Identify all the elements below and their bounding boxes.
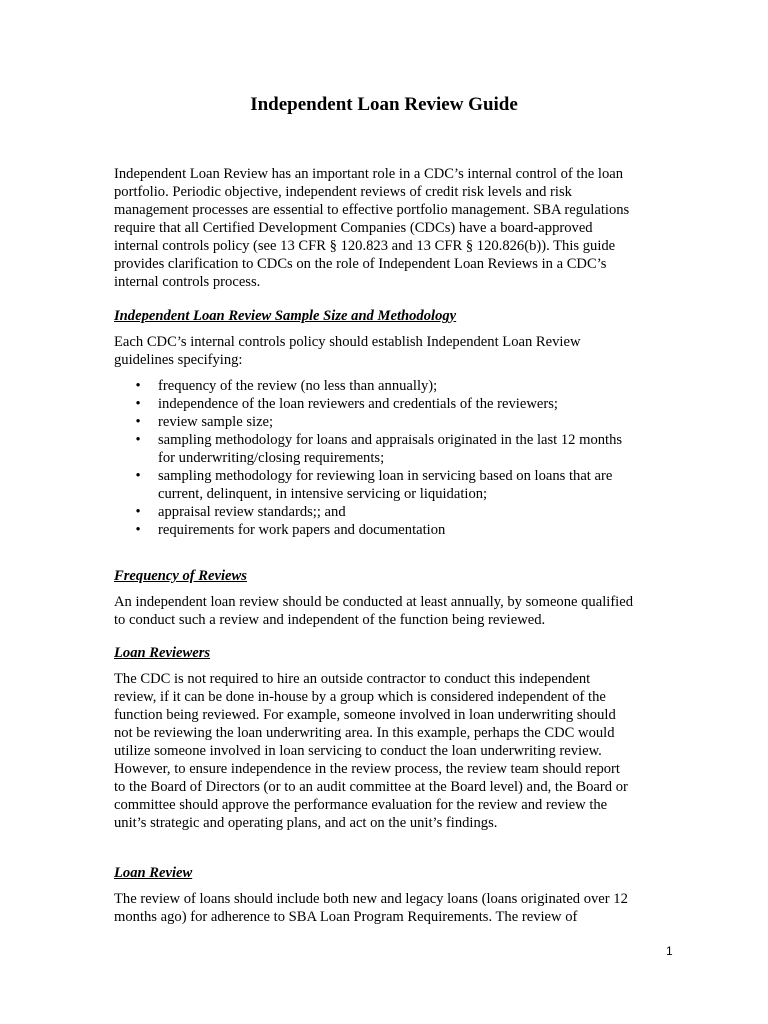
bullet-icon: • [135, 378, 141, 394]
section-heading-sample-size: Independent Loan Review Sample Size and Methodology [114, 308, 457, 324]
section-sample-size [114, 307, 634, 539]
section-heading-loan-reviewers: Loan Reviewers [114, 645, 211, 661]
section-body-frequency: An independent loan review should be conducted at least annually, by someone qualified to conduct such a review and independent of the function being reviewed. [114, 594, 634, 628]
list-item [114, 467, 634, 503]
section-loan-reviewers [114, 644, 634, 832]
document-title: Independent Loan Review Guide [250, 94, 518, 115]
bullet-icon: • [135, 468, 141, 484]
list-item [114, 413, 634, 431]
bullet-icon: • [135, 522, 141, 538]
section-heading-frequency: Frequency of Reviews [114, 568, 247, 584]
section-frequency [114, 567, 634, 629]
list-item-text: review sample size; [158, 414, 274, 430]
list-item [114, 395, 634, 413]
list-item [114, 431, 634, 467]
list-item-text: frequency of the review (no less than annually); [158, 378, 438, 394]
page-number: 1 [666, 944, 673, 958]
list-item [114, 521, 634, 539]
list-item-text: sampling methodology for reviewing loan in servicing based on loans that are current, delinquent, in intensive servicing or liquidation; [158, 468, 613, 502]
list-item-text: appraisal review standards;; and [158, 504, 346, 520]
list-item [114, 503, 634, 521]
guidelines-list [114, 377, 634, 539]
list-item-text: requirements for work papers and documentation [158, 522, 446, 538]
section-heading-loan-review: Loan Review [114, 865, 193, 881]
section-body-loan-reviewers: The CDC is not required to hire an outside contractor to conduct this independent review, if it can be done in-house by a group which is considered independent of the function being reviewed. For example, someone involved in loan underwriting should not be reviewing the loan underwriting area. In this example, perhaps the CDC would utilize someone involved in loan servicing to conduct the loan underwriting review. However, to ensure independence in the review process, the review team should report to the Board of Directors (or to an audit committee at the Board level) and, the Board or committee should approve the performance evaluation for the review and review the unit’s strategic and operating plans, and act on the unit’s findings. [114, 671, 628, 831]
bullet-icon: • [135, 504, 141, 520]
bullet-icon: • [135, 396, 141, 412]
section-loan-review [114, 864, 634, 926]
intro-paragraph: Independent Loan Review has an important role in a CDC’s internal control of the loan portfolio. Periodic objective, independent reviews of credit risk levels and risk management processes are essential to effective portfolio management. SBA regulations require that all Certified Development Companies (CDCs) have a board-approved internal controls policy (see 13 CFR § 120.823 and 13 CFR § 120.826(b)). This guide provides clarification to CDCs on the role of Independent Loan Reviews in a CDC’s internal controls process. [114, 166, 630, 290]
bullet-icon: • [135, 414, 141, 430]
list-item [114, 377, 634, 395]
section-body-loan-review: The review of loans should include both new and legacy loans (loans originated over 12 months ago) for adherence to SBA Loan Program Requirements. The review of [114, 891, 628, 925]
intro-block [114, 165, 634, 291]
section-body-sample-size: Each CDC’s internal controls policy should establish Independent Loan Review guidelines specifying: [114, 334, 581, 368]
list-item-text: sampling methodology for loans and appraisals originated in the last 12 months for underwriting/closing requirements; [158, 432, 623, 466]
list-item-text: independence of the loan reviewers and credentials of the reviewers; [158, 396, 558, 412]
bullet-icon: • [135, 432, 141, 448]
